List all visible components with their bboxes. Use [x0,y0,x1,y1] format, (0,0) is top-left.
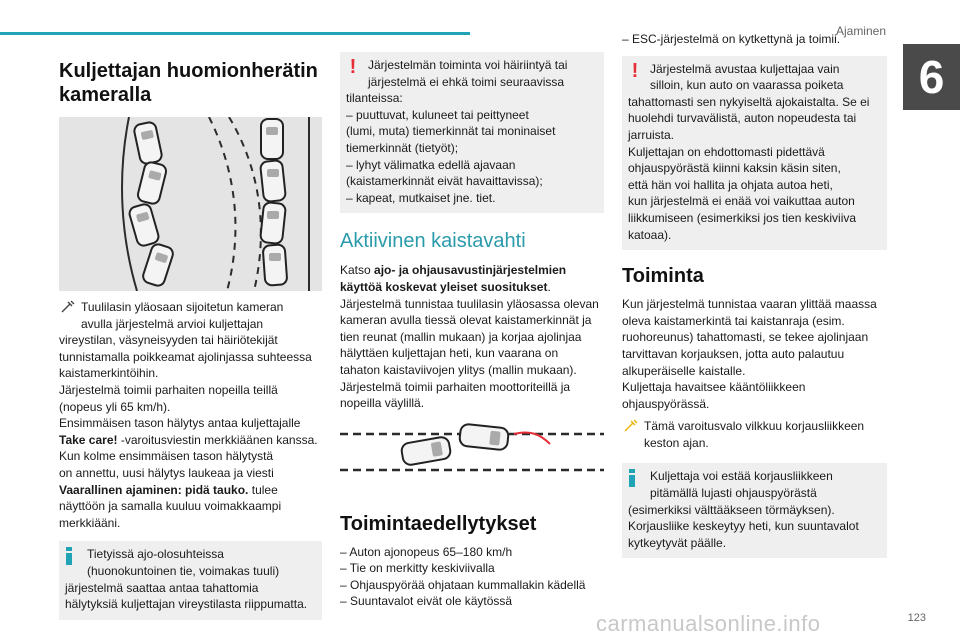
warning-line: Kuljettajan on ehdottomasti pidettävä [628,144,825,159]
take-care-line [59,432,322,449]
warning-line: – kapeat, mutkaiset jne. tiet. [346,190,496,205]
body-line: tulee [248,482,278,497]
body-line: näyttöön ja samalla kuuluu voimakkaampi [59,499,282,514]
lane-correction-car-icon [340,420,604,484]
column-1 [59,52,322,630]
column-2 [340,52,604,610]
body-line: ohjauspyörässä. [622,396,710,411]
warning-line: ohjauspyörästä kiinni kaksin käsin siten, [628,161,841,176]
warning-exclamation-icon: ! [631,59,639,82]
body-line: Kun kolme ensimmäisen tason hälytystä [59,449,274,464]
header-accent-bar [0,32,470,35]
warning-line: Järjestelmä avustaa kuljettajaa vain [650,61,840,76]
body-line: Kuljettaja havaitsee kääntöliikkeen [622,380,806,395]
body-line: hälyttäen kuljettajan heti, kun vaarana on [340,346,559,361]
warning-line: kun järjestelmä ei enää voi vaikuttaa auton [628,194,855,209]
tip-camera [59,299,322,332]
body-line: alkuperäiselle kaistalle. [622,363,746,378]
chapter-number-tab: 6 [903,44,960,110]
tip-line: Tämä varoitusvalo vilkkuu korjausliikkeen [644,419,865,434]
body-line: . [547,279,551,294]
body-line: kaistamerkintöihin. [59,366,159,381]
warning-line: huolehdi turvavälistä, auton nopeudesta tai [628,111,857,126]
info-box-false-alerts [59,541,322,619]
chapter-title: Ajaminen [835,24,886,38]
info-line: Kuljettaja voi estää korjausliikkeen [650,469,833,484]
section-heading-driver-attention: Kuljettajan huomionherätin kameralla [59,60,318,106]
body-line: -varoitusviestin merkkiäänen kanssa. [117,432,318,447]
info-line: (esimerkiksi välttääkseen törmäyksen). [628,502,835,517]
info-icon [628,469,636,487]
warning-line: Järjestelmän toiminta voi häiriintyä tai [368,58,568,72]
section-heading-operation: Toiminta [622,265,704,288]
warning-line: tahattomasti sen nykyiseltä ajokaistalta. Se ei [628,94,870,109]
warning-line: – lyhyt välimatka edellä ajavaan [346,157,516,172]
warning-line: että hän voi hallita ja ohjata autoa heti, [628,177,833,192]
info-icon [65,547,73,565]
watermark: carmanualsonline.info [596,611,821,636]
section-heading-conditions: Toimintaedellytykset [340,512,537,535]
info-line: kytkeytyvät päälle. [628,535,727,550]
lightbulb-pointer-icon [60,300,76,314]
body-line: merkkiääni. [59,515,121,530]
condition-item: – Auton ajonopeus 65–180 km/h [340,544,513,559]
tip-text-line-1: Tuulilasin yläosaan sijoitetun kameran [81,300,284,314]
warning-box-driver-responsibility [622,56,887,251]
info-line: pitämällä lujasti ohjauspyörästä [650,486,817,501]
body-line: Järjestelmä tunnistaa tuulilasin yläosassa olevan [340,296,599,311]
warning-line: katoaa). [628,227,672,242]
condition-item: – ESC-järjestelmä on kytkettynä ja toimii. [622,32,841,46]
tip-text-line-2: avulla järjestelmä arvioi kuljettajan [81,316,264,331]
info-line: Tietyissä ajo-olosuhteissa [87,547,224,562]
info-line: hälytyksiä kuljettajan vireystilasta riippumatta. [65,597,308,612]
body-text-block [59,332,322,531]
warning-line: silloin, kun auto on vaarassa poiketa [650,78,844,93]
warning-line: (kaistamerkinnät eivät havaittavissa); [346,174,543,189]
reference-link-text: ajo- ja ohjausavustinjärjestelmien [374,263,567,278]
condition-item: – Suuntavalot eivät ole käytössä [340,594,513,609]
body-line: kameran avulla tiessä olevat kaistamerkinnät ja [340,313,592,328]
reference-line [340,262,604,279]
body-line: Kun järjestelmä tunnistaa vaaran ylittää maassa [622,297,877,312]
body-line: ruohoreunus) tahattomasti, se tekee ajolinjaan [622,330,869,345]
body-line: tien reunat (mallin mukaan) ja korjaa ajolinjaa [340,329,582,344]
body-line: Ensimmäisen tason hälytys antaa kuljettajalle [59,416,301,431]
reference-link-text: käyttöä koskevat yleiset suositukset [340,279,548,294]
body-line: oleva kaistamerkintä tai kaistanraja (esim. [622,313,845,328]
condition-item: – Ohjauspyörää ohjataan kummallakin kädellä [340,577,586,592]
info-line: (huonokuntoinen tie, voimakas tuuli) [87,563,280,578]
body-line: vireystilan, väsyneisyyden tai häiriötekijät [59,333,278,348]
info-box-override [622,463,887,558]
reference-line [340,279,604,296]
condition-item: – Tie on merkitty keskiviivalla [340,561,495,576]
weaving-car-icon [59,117,322,291]
warning-line: jarruista. [628,127,675,142]
section-heading-lane-keeping: Aktiivinen kaistavahti [340,230,526,253]
warning-line: (lumi, muta) tiemerkinnät tai moninaiset [346,124,556,139]
warning-line: liikkumiseen (esimerkiksi jos tien keskiviiva [628,210,857,225]
dangerous-driving-message: Vaarallinen ajaminen: pidä tauko. [59,482,249,497]
column-3 [622,31,887,568]
warning-line: tiemerkinnät (tietyöt); [346,140,459,155]
info-line: järjestelmä saattaa antaa tahattomia [65,580,259,595]
body-line: Katso [340,263,375,278]
body-line: Järjestelmä toimii parhaiten nopeilla teillä [59,382,278,397]
warning-line: – puuttuvat, kuluneet tai peittyneet [346,107,529,122]
lane-correction-illustration [340,420,604,484]
page-number: 123 [907,612,926,624]
tip-line: keston ajan. [644,435,709,450]
body-line: (nopeus yli 65 km/h). [59,399,171,414]
warning-box-limitations [340,52,604,213]
warning-exclamation-icon: ! [349,56,357,78]
body-line: Järjestelmä toimii parhaiten moottoriteillä ja [340,379,571,394]
take-care-message: Take care! [59,432,118,447]
dangerous-driving-line [59,482,322,499]
body-line: on annettu, uusi hälytys laukeaa ja viesti [59,465,274,480]
tip-warning-lamp [622,418,887,451]
warning-line: tilanteissa: [346,91,403,106]
body-line: tarvittavan korjauksen, jotta auto palautuu [622,346,845,361]
warning-line: järjestelmä ei ehkä toimi seuraavissa [368,74,565,89]
body-line: tunnistamalla poikkeamat ajolinjassa suhteessa [59,349,312,364]
lightbulb-pointer-icon [623,419,639,433]
body-line: nopeilla väylillä. [340,396,425,411]
body-line: tahaton kaistaviivojen ylitys (mallin mukaan). [340,362,577,377]
info-line: Korjausliike keskeytyy heti, kun suuntavalot [628,519,859,534]
driver-attention-illustration [59,117,322,291]
